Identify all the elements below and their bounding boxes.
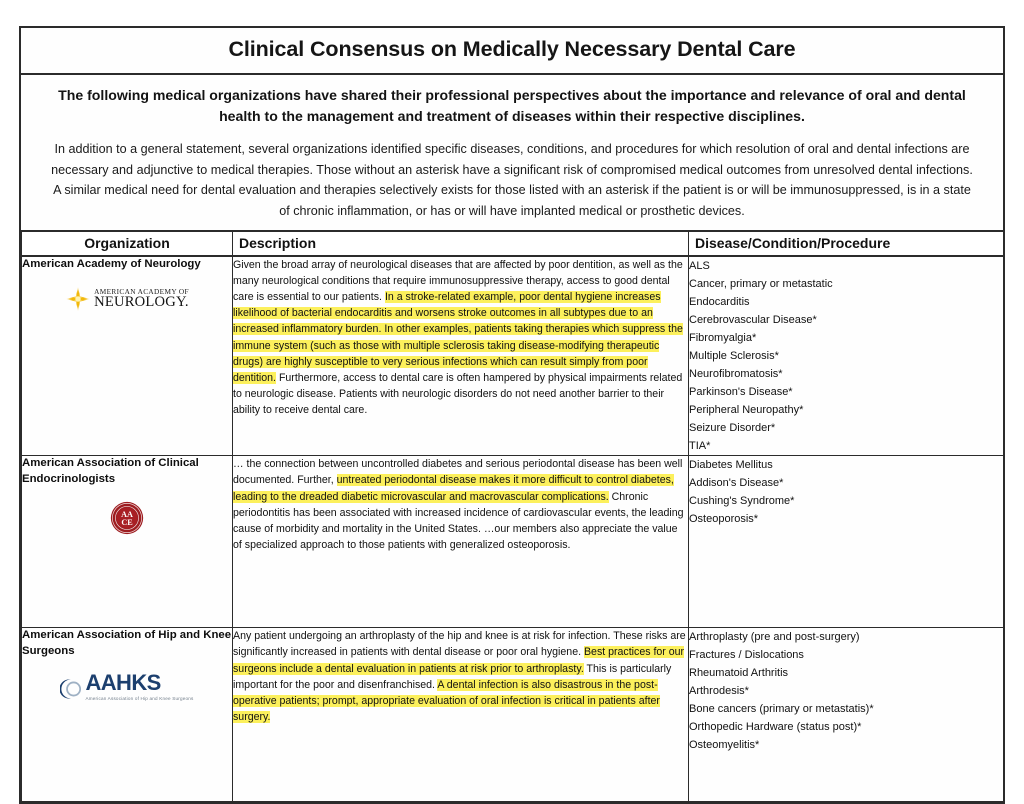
disease-cell [689,628,1004,802]
description-text [233,456,688,553]
organization-logo-wrap [22,501,232,540]
organization-name: American Academy of Neurology [22,257,201,270]
logo-line-2: NEUROLOGY. [94,293,189,310]
list-item: Cancer, primary or metastatic [689,277,833,290]
intro-band [21,75,1003,232]
disease-list [689,628,1003,754]
description-cell [233,256,689,456]
list-item: Addison's Disease* [689,477,784,490]
seal-icon [110,501,144,535]
organization-cell [22,456,233,628]
list-item: Cushing's Syndrome* [689,495,795,508]
list-item: Bone cancers (primary or metastatis)* [689,703,874,716]
american-academy-of-neurology-logo [65,286,189,312]
description-cell [233,628,689,802]
intro-lead-paragraph: The following medical organizations have shared their professional perspectives about the importance and relevance of oral and dental health to the management and treatment of diseases within their respective disciplines. [58,86,966,125]
american-association-of-clinical-endocrinologists-logo [110,501,144,540]
organization-name: American Association of Clinical Endocrinologists [22,457,199,485]
highlighted-text: A dental infection is also disastrous in the post-operative patients; prompt, appropriate evaluation of oral infection is critical in patients after surgery. [233,678,660,723]
organization-logo-wrap [22,286,232,312]
column-header-organization: Organization [22,232,233,256]
starburst-icon [65,286,91,312]
organization-cell [22,628,233,802]
list-item: Fibromyalgia* [689,332,757,345]
list-item: Multiple Sclerosis* [689,350,779,363]
disease-cell [689,256,1004,456]
description-cell [233,456,689,628]
list-item: Diabetes Mellitus [689,459,773,472]
column-header-disease: Disease/Condition/Procedure [689,232,1004,256]
list-item: Neurofibromatosis* [689,368,783,381]
plain-text: Chronic periodontitis has been associated with increased incidence of cardiovascular events, the leading cause of morbidity and mortality in the United States. …our members also appreciate the value of specialized approach to those patients with generalized osteoporosis. [233,490,684,551]
intro-body-paragraph: In addition to a general statement, several organizations identified specific diseases, conditions, and procedures for which resolution of oral and dental infections are necessary and adjunctive to medical therapies. Those without an asterisk have a significant risk of compromised medical outcomes from unresolved dental infections. A similar medical need for dental evaluation and therapies selectively exists for those listed with an asterisk if the patient is or will be immunosuppressed, is in a state of chronic inflammation, or has or will have implanted medical or prosthetic devices. [51,142,973,218]
disease-cell [689,456,1004,628]
plain-text: This is particularly important for the poor and disenfranchised. [233,662,672,691]
list-item: Rheumatoid Arthritis [689,667,789,680]
table-body [22,256,1004,802]
list-item: Cerebrovascular Disease* [689,313,817,326]
highlighted-text: Best practices for our surgeons include a dental evaluation in patients at risk prior to arthroplasty. [233,646,685,675]
plain-text: … the connection between uncontrolled diabetes and serious periodontal disease has been well documented. Further, [233,458,683,487]
list-item: Endocarditis [689,295,750,308]
logo-line-1: AMERICAN ACADEMY OF [94,286,189,296]
list-item: Orthopedic Hardware (status post)* [689,721,862,734]
table-row [22,256,1004,456]
page-title: Clinical Consensus on Medically Necessary Dental Care [228,37,796,61]
organization-name: American Association of Hip and Knee Surgeons [22,629,232,657]
highlighted-text: untreated periodontal disease makes it more difficult to control diabetes, leading to the dreaded diabetic microvascular and macrovascular complications. [233,474,674,503]
svg-text:CE: CE [121,517,133,527]
title-band [21,28,1003,75]
description-text [233,257,688,418]
plain-text: Given the broad array of neurological diseases that are affected by poor dentition, as well as the many neurological conditions that require immunosuppressive therapy, access to good dental care is essential to our patients. [233,258,683,304]
list-item: Arthroplasty (pre and post-surgery) [689,631,860,644]
table-row [22,628,1004,802]
list-item: Parkinson's Disease* [689,386,793,399]
disease-list [689,257,1003,455]
table-row [22,456,1004,628]
joint-swirl-icon [60,677,84,701]
consensus-table [21,232,1004,802]
disease-list [689,456,1003,528]
svg-text:AA: AA [121,509,133,519]
list-item: Arthrodesis* [689,685,749,698]
description-text [233,628,688,725]
list-item: Seizure Disorder* [689,422,776,435]
organization-cell [22,256,233,456]
american-association-of-hip-and-knee-surgeons-logo [60,669,194,701]
document-page [19,26,1005,804]
organization-logo-wrap [22,669,232,701]
highlighted-text: In a stroke-related example, poor dental hygiene increases likelihood of bacterial endocarditis and worsens stroke outcomes in all subtypes due to an increased inflammatory burden. In other examples, patients taking therapies which suppress the immune system (such as those with multiple sclerosis taking disease-modifying therapeutic drugs) are highly susceptible to very serious infections which can result simply from poor dentition. [233,291,683,384]
list-item: Osteoporosis* [689,513,759,526]
plain-text: Any patient undergoing an arthroplasty of the hip and knee is at risk for infection. These risks are significantly increased in patients with dental disease or poor oral hygiene. [233,630,686,659]
list-item: TIA* [689,440,711,453]
list-item: Peripheral Neuropathy* [689,404,804,417]
logo-tagline: American Association of Hip and Knee Surgeons [85,695,194,701]
table-header-row [22,232,1004,256]
list-item: ALS [689,259,710,272]
plain-text: Furthermore, access to dental care is often hampered by physical impairments related to neurologic disease. Patients with neurologic disorders do not need another barrier to their ability to receive dental care. [233,371,683,417]
list-item: Fractures / Dislocations [689,649,804,662]
list-item: Osteomyelitis* [689,739,760,752]
column-header-description: Description [233,232,689,256]
logo-wordmark: AAHKS [85,669,161,695]
